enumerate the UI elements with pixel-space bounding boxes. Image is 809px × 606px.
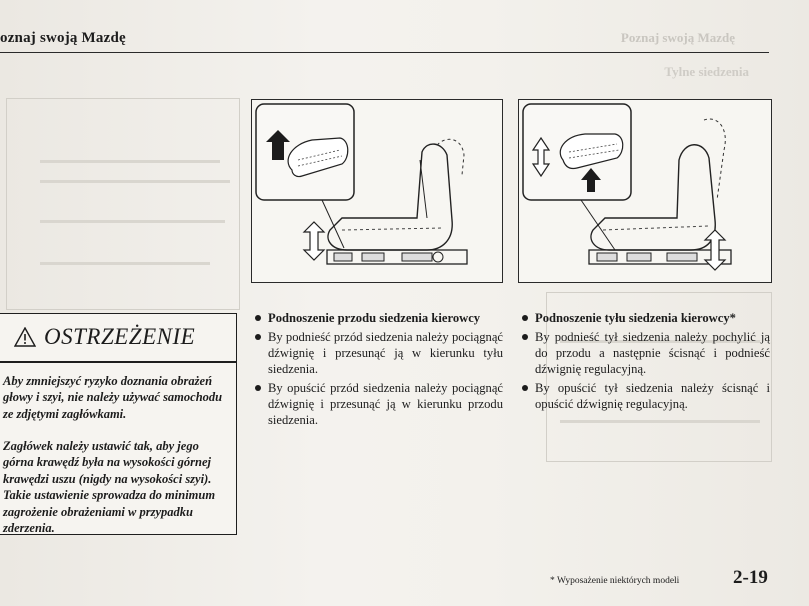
right-bullet-1-text: By podnieść tył siedzenia należy pochylić ją do przodu a następnie ścisnąć i podnieść dźwignię regulacyjną. (535, 330, 770, 376)
warning-paragraph-2: Zagłówek należy ustawić tak, aby jego górna krawędź była na wysokości górnej krawędzi uszu (nigdy na wysokości szyi). Takie ustawienie sprowadza do minimum zagrożenie obrażeniami w przypadku zderzenia. (3, 439, 216, 536)
bullet-icon (255, 385, 261, 391)
warning-paragraph-1: Aby zmniejszyć ryzyko doznania obrażeń głowy i szyi, nie należy używać samochodu ze zdjętymi zagłówkami. (3, 374, 223, 421)
seat-diagram-rear (519, 100, 771, 282)
right-heading-item (522, 310, 770, 326)
right-column (522, 310, 770, 415)
right-bullet-1 (522, 329, 770, 377)
middle-column (255, 310, 503, 431)
bleed-line (40, 160, 220, 163)
right-heading: Podnoszenie tyłu siedzenia kierowcy* (535, 311, 736, 325)
bleed-line (560, 420, 760, 423)
bullet-icon (522, 334, 528, 340)
footnote: * Wyposażenie niektórych modeli (550, 576, 680, 586)
page-number: 2-19 (733, 567, 768, 588)
warning-heading (14, 324, 195, 350)
bleed-line (40, 262, 210, 265)
running-header: oznaj swoją Mazdę (0, 30, 126, 46)
right-bullet-2 (522, 380, 770, 412)
middle-bullet-1-text: By podnieść przód siedzenia należy pociągnąć dźwignię i przesunąć ją w kierunku tyłu siedzenia. (268, 330, 503, 376)
bleed-line (40, 220, 225, 223)
middle-bullet-1 (255, 329, 503, 377)
bleed-through-subheading: Tylne siedzenia (664, 64, 749, 79)
middle-heading-item (255, 310, 503, 326)
middle-bullet-2 (255, 380, 503, 428)
warning-triangle-icon (14, 327, 36, 347)
bullet-icon (522, 385, 528, 391)
middle-bullet-2-text: By opuścić przód siedzenia należy pociągnąć dźwignię i przesunąć ją w kierunku przodu siedzenia. (268, 381, 503, 427)
seat-diagram-front (252, 100, 502, 282)
bleed-line (40, 180, 230, 183)
bullet-icon (255, 315, 261, 321)
warning-box (0, 313, 237, 535)
bullet-icon (522, 315, 528, 321)
header-rule (0, 52, 769, 53)
bleed-through-header: Poznaj swoją Mazdę (620, 30, 735, 45)
bleed-through-box (6, 98, 240, 310)
right-bullet-2-text: By opuścić tył siedzenia należy ścisnąć i opuścić dźwignię regulacyjną. (535, 381, 770, 411)
seat-rear-lift-illustration (518, 99, 772, 283)
bullet-icon (255, 334, 261, 340)
seat-front-lift-illustration (251, 99, 503, 283)
warning-rule (0, 361, 236, 363)
warning-title: OSTRZEŻENIE (44, 324, 196, 349)
middle-heading: Podnoszenie przodu siedzenia kierowcy (268, 311, 481, 325)
